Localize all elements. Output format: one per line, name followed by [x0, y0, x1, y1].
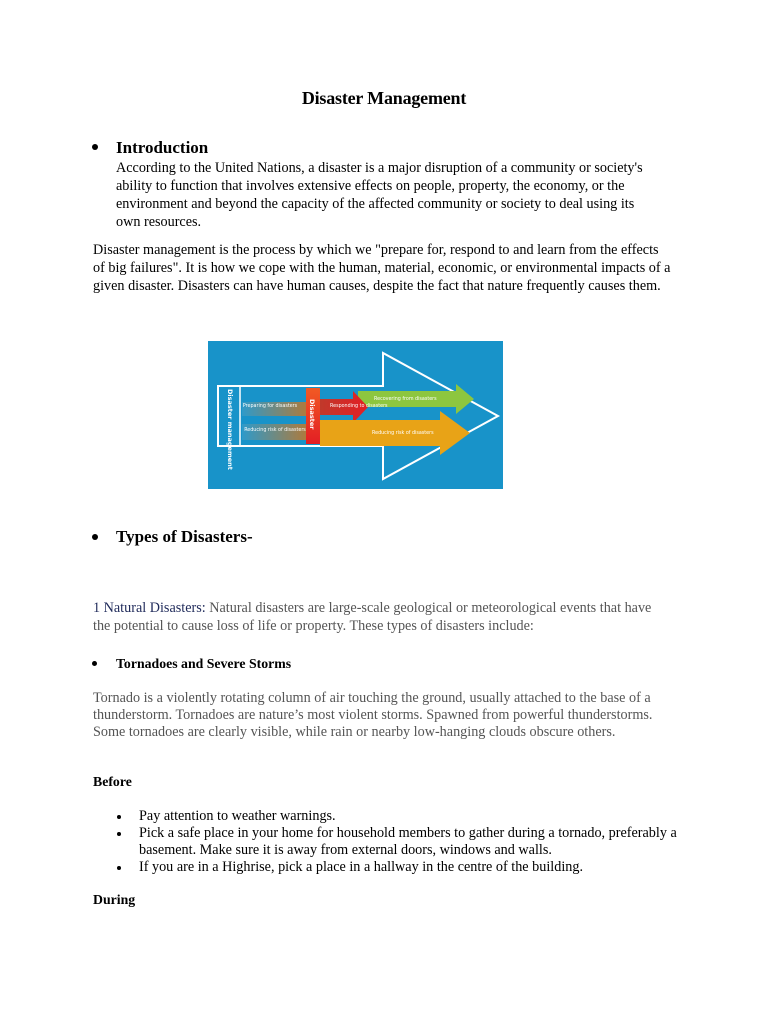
bullet-icon	[92, 534, 98, 540]
diagram-preparing-label: Preparing for disasters	[242, 404, 298, 409]
during-heading: During	[93, 892, 136, 907]
diagram-left-label: Disaster management	[226, 389, 234, 470]
intro-heading: Introduction	[116, 138, 209, 157]
list-item-text: If you are in a Highrise, pick a place in a hallway in the centre of the building.	[139, 859, 583, 875]
diagram-center-label: Disaster	[308, 399, 316, 430]
types-heading: Types of Disasters-	[116, 527, 253, 546]
definition-paragraph: Disaster management is the process by which we "prepare for, respond to and learn from the effects of big failures". It is how we cope with the human, material, economic, or environmental impacts of a given disaster. Disasters can have human causes, despite the fact that nature frequently causes them.	[93, 242, 671, 294]
natural-disasters-text: Natural disasters are large-scale geological or meteorological events that have the potential to cause loss of life or property. These types of disasters include:	[93, 600, 652, 634]
bullet-icon	[117, 866, 121, 870]
diagram-reducing-left-label: Reducing risk of disasters	[244, 428, 306, 433]
before-list	[139, 808, 679, 876]
bullet-icon	[117, 815, 121, 819]
before-heading: Before	[93, 774, 132, 789]
disaster-management-diagram	[208, 341, 503, 489]
list-item	[139, 825, 679, 859]
natural-disasters-paragraph	[93, 599, 663, 635]
intro-paragraph: According to the United Nations, a disaster is a major disruption of a community or society's ability to function that involves extensive effects on people, property, the economy, or the environment and beyond the capacity of the affected community or society to deal using its own resources.	[116, 160, 643, 230]
list-item-text: Pay attention to weather warnings.	[139, 808, 336, 824]
diagram-responding-label: Responding to disasters	[330, 404, 388, 409]
bullet-icon	[117, 832, 121, 836]
diagram-reducing-right-label: Reducing risk of disasters	[372, 431, 434, 436]
bullet-icon	[92, 144, 98, 150]
tornado-paragraph: Tornado is a violently rotating column of air touching the ground, usually attached to the base of a thunderstorm. Tornadoes are nature’s most violent storms. Spawned from powerful thunderstorms. Some tornadoes are clearly visible, while rain or nearby low-hanging clouds obscure others.	[93, 690, 653, 740]
tornado-heading: Tornadoes and Severe Storms	[116, 656, 292, 671]
page-title: Disaster Management	[301, 88, 467, 108]
list-item	[139, 859, 679, 876]
list-item-text: Pick a safe place in your home for household members to gather during a tornado, preferably a basement. Make sure it is away from external doors, windows and walls.	[139, 825, 677, 858]
diagram-recovering-label: Recovering from disasters	[374, 397, 437, 402]
natural-disasters-label: 1 Natural Disasters:	[93, 600, 206, 616]
bullet-icon	[92, 661, 97, 666]
list-item	[139, 808, 679, 825]
